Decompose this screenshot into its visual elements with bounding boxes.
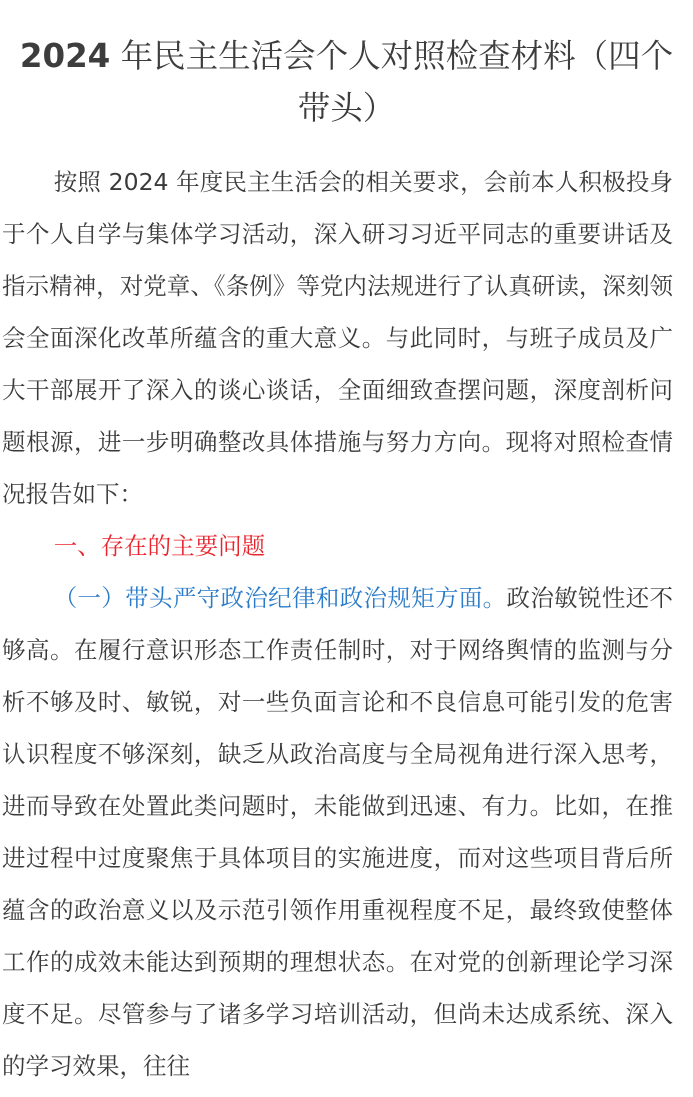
subsection-body: 政治敏锐性还不够高。在履行意识形态工作责任制时，对于网络舆情的监测与分析不够及时、敏锐，对一些负面言论和不良信息可能引发的危害认识程度不够深刻，缺乏从政治高度与全局视角进行深入思考，进而导致在处置此类问题时，未能做到迅速、有力。比如，在推进过程中过度聚焦于具体项目的实施进度，而对这些项目背后所蕴含的政治意义以及示范引领作用重视程度不足，最终致使整体工作的成效未能达到预期的理想状态。在对党的创新理论学习深度不足。尽管参与了诸多学习培训活动，但尚未达成系统、深入的学习效果，往往 bbox=[2, 584, 674, 1080]
title-text: 年民主生活会个人对照检查材料（四个带头） bbox=[110, 37, 674, 127]
title-year: 2024 bbox=[19, 37, 111, 75]
subsection-paragraph bbox=[2, 572, 673, 1092]
section-heading-problems: 一、存在的主要问题 bbox=[53, 532, 266, 560]
intro-paragraph: 按照 2024 年度民主生活会的相关要求，会前本人积极投身于个人自学与集体学习活动，深入研习习近平同志的重要讲话及指示精神，对党章、《条例》等党内法规进行了认真研读，深刻领会全面深化改革所蕴含的重大意义。与此同时，与班子成员及广大干部展开了深入的谈心谈话，全面细致查摆问题，深度剖析问题根源，进一步明确整改具体措施与努力方向。现将对照检查情况报告如下： bbox=[2, 168, 673, 508]
document-title bbox=[4, 30, 689, 134]
document-body bbox=[0, 156, 693, 1092]
subsection-heading: （一）带头严守政治纪律和政治规矩方面。 bbox=[53, 584, 507, 612]
